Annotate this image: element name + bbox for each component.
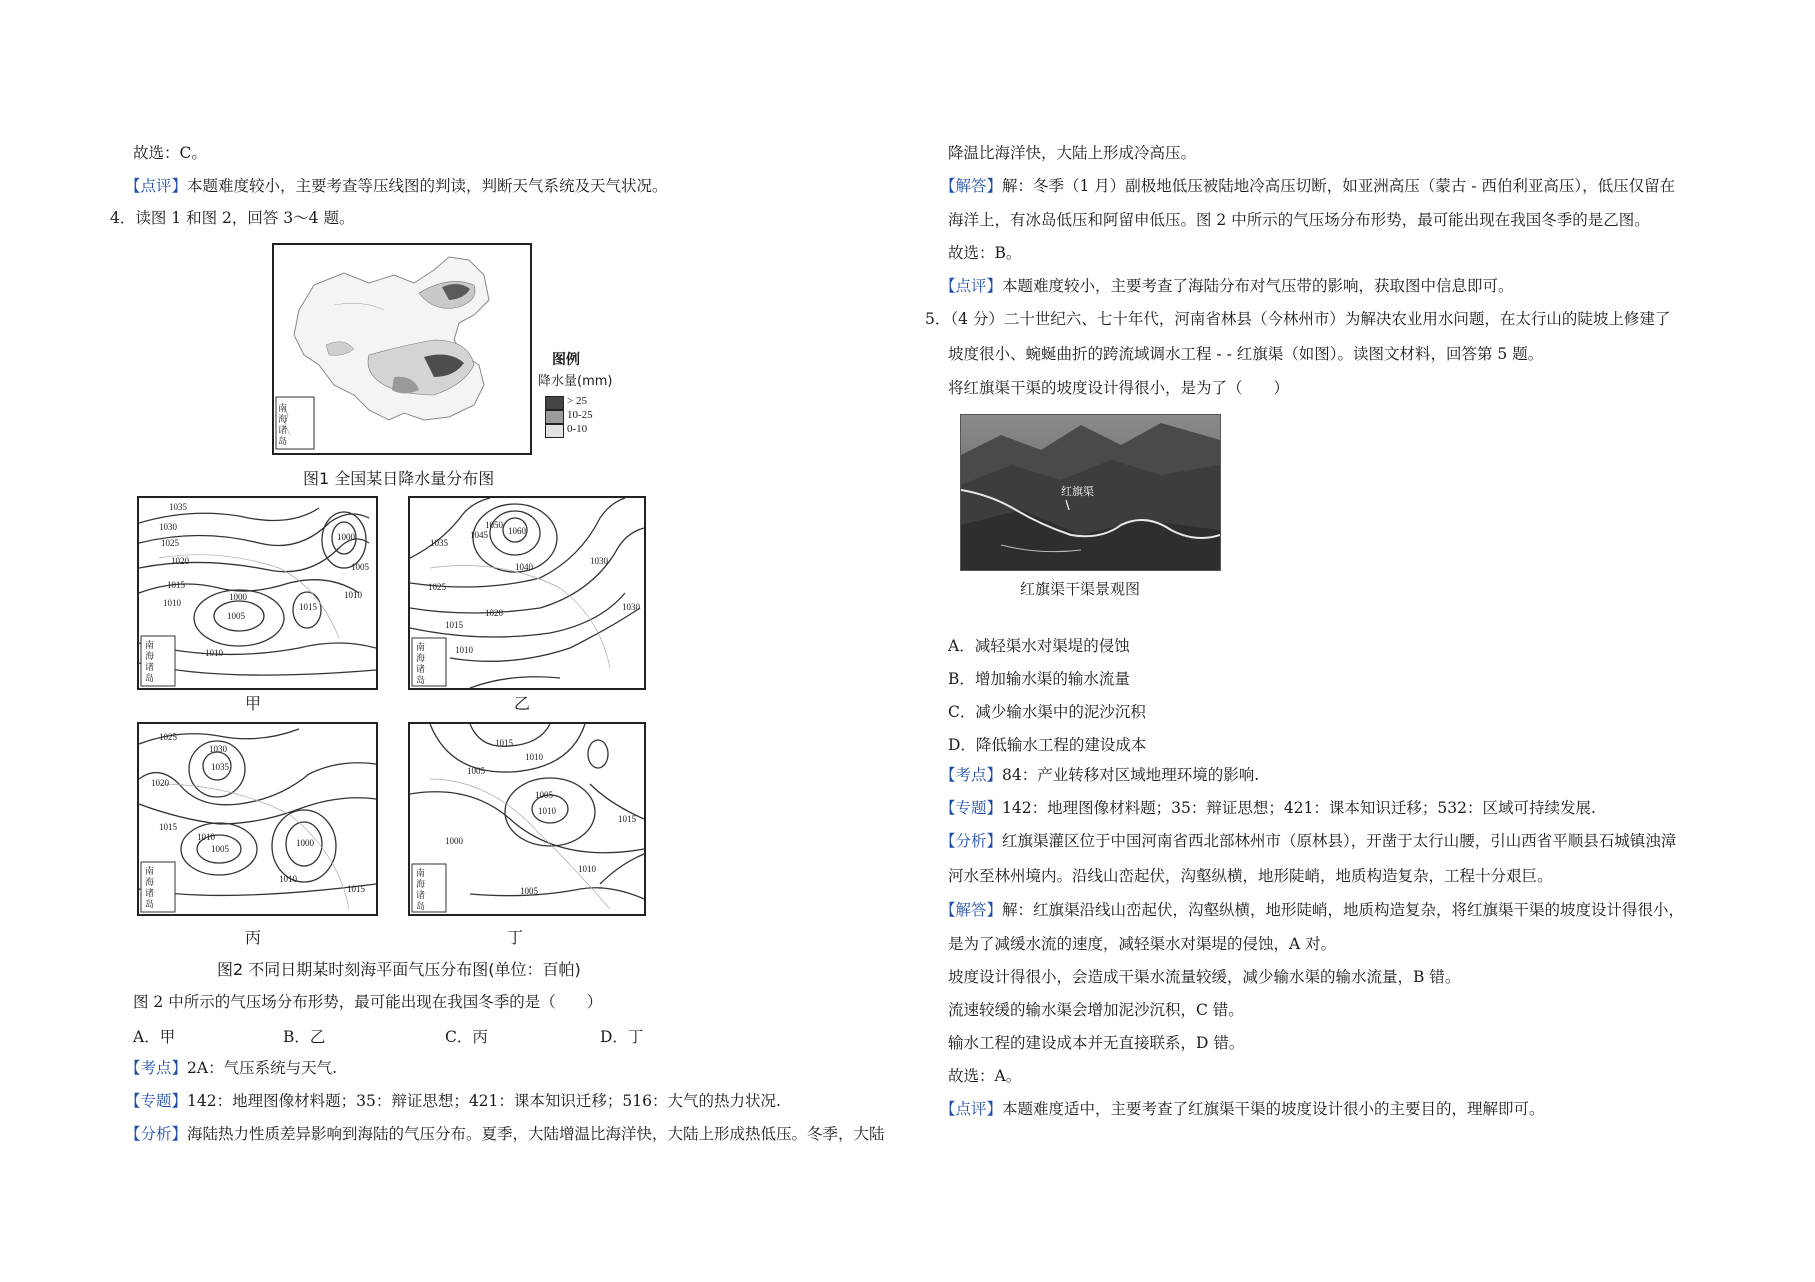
comment-text: 本题难度较小，主要考查了海陆分布对气压带的影响，获取图中信息即可。	[1002, 277, 1514, 295]
analysis-line	[125, 1124, 885, 1144]
isobar-label: 1020	[171, 556, 189, 566]
answer-text: 解：红旗渠沿线山峦起伏，沟壑纵横，地形陡峭，地质构造复杂，将红旗渠干渠的坡度设计得很小，	[1002, 901, 1685, 919]
option-b[interactable]: B．增加输水渠的输水流量	[948, 670, 1130, 688]
isobar-label: 1010	[163, 598, 181, 608]
topic-text: 142：地理图像材料题；35：辩证思想；421：课本知识迁移；516：大气的热力状况.	[187, 1092, 781, 1110]
analysis-continued: 降温比海洋快，大陆上形成冷高压。	[948, 144, 1197, 162]
isobar-label: 1005	[211, 844, 229, 854]
question-5-line-3: 将红旗渠干渠的坡度设计得很小，是为了（ ）	[948, 379, 1290, 397]
isobar-label: 1020	[485, 608, 503, 618]
isobar-label: 1060	[508, 526, 526, 536]
legend-swatch-low	[545, 424, 564, 438]
legend-swatch-high	[545, 396, 564, 410]
figure-2-caption: 图2 不同日期某时刻海平面气压分布图(单位：百帕)	[217, 960, 581, 979]
answer-text: 解：冬季（1 月）副极地低压被陆地冷高压切断，如亚洲高压（蒙古 - 西伯利亚高压），低压仅留在	[1002, 177, 1676, 195]
answer-line-2: 海洋上，有冰岛低压和阿留申低压。图 2 中所示的气压场分布形势，最可能出现在我国冬季的是乙图。	[948, 211, 1650, 229]
analysis-tag: 【分析】	[940, 832, 1003, 850]
isobar-label: 1035	[169, 502, 187, 512]
isobar-label: 1000	[445, 836, 463, 846]
isobar-label: 1030	[159, 522, 177, 532]
isobar-label: 1030	[209, 744, 227, 754]
option-d[interactable]: D．降低输水工程的建设成本	[948, 736, 1147, 754]
isobar-label: 1025	[159, 732, 177, 742]
figure-1-caption: 图1 全国某日降水量分布图	[303, 469, 495, 488]
option-c[interactable]: C．丙	[445, 1028, 488, 1046]
isobar-label: 1010	[525, 752, 543, 762]
knowledge-tag: 【考点】	[940, 766, 1003, 784]
analysis-line	[940, 831, 1676, 851]
answer-line-5: 输水工程的建设成本并无直接联系，D 错。	[948, 1034, 1245, 1052]
isobar-label: 1030	[622, 602, 640, 612]
topic-tag: 【专题】	[125, 1092, 188, 1110]
option-a[interactable]: A．减轻渠水对渠堤的侵蚀	[948, 637, 1130, 655]
option-b[interactable]: B．乙	[283, 1028, 326, 1046]
isobar-label: 1010	[455, 645, 473, 655]
map-label-ding: 丁	[507, 928, 524, 947]
option-d[interactable]: D．丁	[600, 1028, 644, 1046]
map-label-jia: 甲	[245, 694, 262, 713]
choice-line: 故选：A。	[948, 1067, 1022, 1085]
legend-title: 图例	[552, 352, 580, 368]
answer-line	[940, 176, 1675, 196]
map-label-yi: 乙	[514, 694, 531, 713]
isobar-label: 1050	[485, 520, 503, 530]
isobar-map-jia	[137, 496, 378, 690]
precipitation-map	[272, 243, 532, 455]
knowledge-point-line	[940, 765, 1259, 785]
isobar-label: 1015	[445, 620, 463, 630]
analysis-text: 海陆热力性质差异影响到海陆的气压分布。夏季，大陆增温比海洋快，大陆上形成热低压。冬季，大陆	[187, 1125, 885, 1143]
knowledge-point-line	[125, 1058, 337, 1078]
topic-text: 142：地理图像材料题；35：辩证思想；421：课本知识迁移；532：区域可持续发展.	[1002, 799, 1596, 817]
question-text: 图 2 中所示的气压场分布形势，最可能出现在我国冬季的是（ ）	[133, 993, 603, 1011]
comment-tag: 【点评】	[940, 1100, 1003, 1118]
comment-line	[940, 1099, 1545, 1119]
inset-label: 南海诸岛	[416, 642, 426, 685]
map-label-bing: 丙	[245, 928, 262, 947]
comment-line	[940, 276, 1514, 296]
isobar-label: 1015	[618, 814, 636, 824]
isobar-map-bing	[137, 722, 378, 916]
isobar-label: 1040	[515, 562, 533, 572]
answer-line: 故选：C。	[133, 144, 207, 162]
isobar-label: 1010	[538, 806, 556, 816]
isobar-label: 1000	[229, 592, 247, 602]
analysis-text: 红旗渠灌区位于中国河南省西北部林州市（原林县），开凿于太行山腰，引山西省平顺县石城镇浊漳	[1002, 832, 1677, 850]
inset-label: 南海诸岛	[145, 640, 155, 683]
comment-tag: 【点评】	[940, 277, 1003, 295]
isobar-label: 1025	[161, 538, 179, 548]
isobar-label: 1025	[428, 582, 446, 592]
isobar-label: 1005	[227, 611, 245, 621]
legend-subtitle: 降水量(mm)	[538, 374, 613, 389]
isobar-label: 1015	[299, 602, 317, 612]
isobar-label: 1005	[467, 766, 485, 776]
analysis-tag: 【分析】	[125, 1125, 188, 1143]
choice-line: 故选：B。	[948, 244, 1022, 262]
isobar-label: 1010	[205, 648, 223, 658]
isobar-label: 1010	[344, 590, 362, 600]
question-4-heading: 4．读图 1 和图 2，回答 3～4 题。	[110, 209, 355, 227]
knowledge-tag: 【考点】	[125, 1059, 188, 1077]
knowledge-text: 2A：气压系统与天气.	[187, 1059, 337, 1077]
isobar-map-yi	[408, 496, 646, 690]
answer-line-4: 流速较缓的输水渠会增加泥沙沉积，C 错。	[948, 1001, 1244, 1019]
topic-tag: 【专题】	[940, 799, 1003, 817]
isobar-label: 1035	[430, 538, 448, 548]
isobar-label: 1005	[520, 886, 538, 896]
isobar-label: 1010	[578, 864, 596, 874]
isobar-label: 1000	[337, 532, 355, 542]
legend-swatch-mid	[545, 410, 564, 424]
knowledge-text: 84：产业转移对区域地理环境的影响.	[1002, 766, 1260, 784]
legend-item-low: 0-10	[567, 423, 588, 435]
isobar-label: 1000	[296, 838, 314, 848]
isobar-label: 1015	[167, 580, 185, 590]
photo-caption: 红旗渠干渠景观图	[1020, 580, 1141, 598]
isobar-label: 1045	[470, 530, 488, 540]
inset-label: 南海诸岛	[416, 868, 426, 911]
comment-tag: 【点评】	[125, 177, 188, 195]
isobar-label: 1015	[495, 738, 513, 748]
isobar-label: 1010	[197, 832, 215, 842]
isobar-label: 1015	[159, 822, 177, 832]
legend-item-high: > 25	[567, 395, 587, 407]
legend-item-mid: 10-25	[567, 409, 593, 421]
answer-tag: 【解答】	[940, 177, 1003, 195]
option-a[interactable]: A．甲	[133, 1028, 176, 1046]
photo-label: 红旗渠	[1061, 486, 1094, 498]
answer-line-3: 坡度设计得很小，会造成干渠水流量较缓，减少输水渠的输水流量，B 错。	[948, 968, 1461, 986]
inset-label: 南海诸岛	[145, 866, 155, 909]
inset-label: 南海诸岛	[278, 403, 288, 446]
comment-text: 本题难度较小，主要考查等压线图的判读，判断天气系统及天气状况。	[187, 177, 668, 195]
isobar-label: 1005	[535, 790, 553, 800]
option-c[interactable]: C．减少输水渠中的泥沙沉积	[948, 703, 1146, 721]
isobar-map-ding	[408, 722, 646, 916]
question-5-line-1: 5．（4 分）二十世纪六、七十年代，河南省林县（今林州市）为解决农业用水问题，在太行山的陡坡上修建了	[925, 310, 1671, 328]
answer-line-2: 是为了减缓水流的速度，减轻渠水对渠堤的侵蚀，A 对。	[948, 935, 1337, 953]
answer-tag: 【解答】	[940, 901, 1003, 919]
hongqiqu-photo	[960, 414, 1221, 571]
isobar-label: 1015	[347, 884, 365, 894]
isobar-label: 1010	[279, 874, 297, 884]
comment-line	[125, 176, 668, 196]
isobar-label: 1035	[211, 762, 229, 772]
answer-line	[940, 900, 1684, 920]
comment-text: 本题难度适中，主要考查了红旗渠干渠的坡度设计很小的主要目的，理解即可。	[1002, 1100, 1545, 1118]
isobar-label: 1030	[590, 556, 608, 566]
question-5-line-2: 坡度很小、蜿蜒曲折的跨流域调水工程 - - 红旗渠（如图）。读图文材料，回答第 5 题。	[948, 345, 1544, 363]
topic-line	[125, 1091, 781, 1111]
isobar-label: 1005	[351, 562, 369, 572]
isobar-label: 1020	[151, 778, 169, 788]
topic-line	[940, 798, 1596, 818]
analysis-line-2: 河水至林州境内。沿线山峦起伏，沟壑纵横，地形陡峭，地质构造复杂，工程十分艰巨。	[948, 867, 1553, 885]
